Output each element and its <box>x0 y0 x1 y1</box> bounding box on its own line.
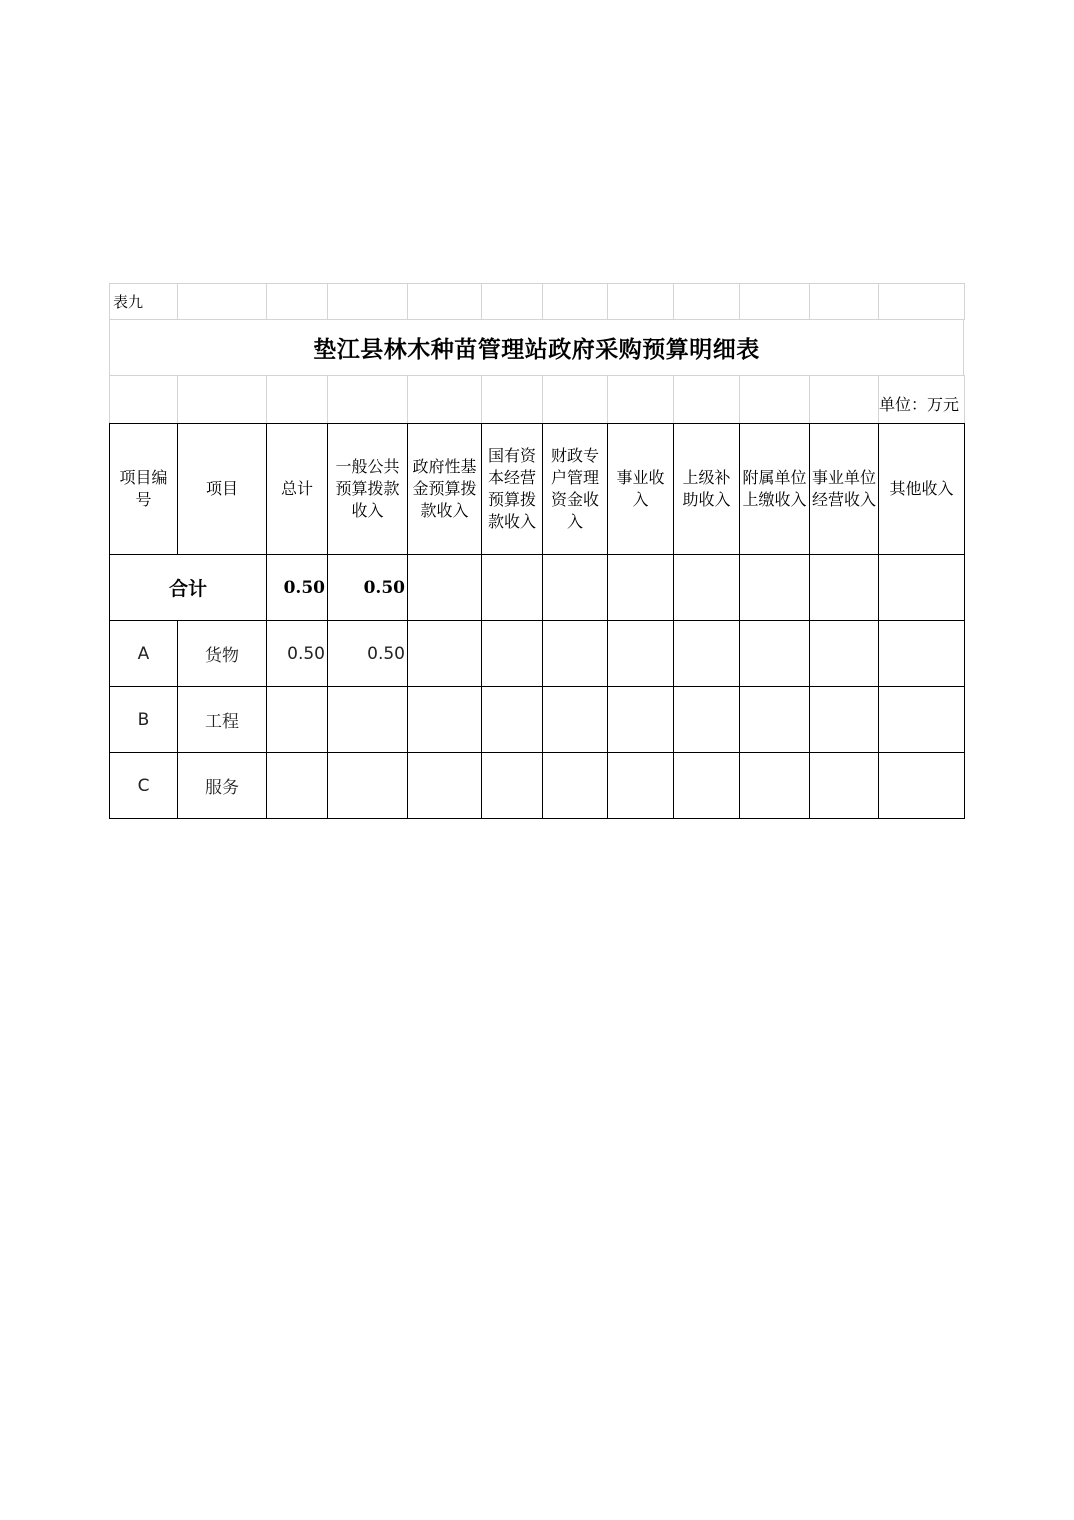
header-row <box>110 424 965 555</box>
row-general-budget: 0.50 <box>328 621 408 687</box>
unit-row <box>109 375 965 424</box>
header-other-income: 其他收入 <box>879 424 965 555</box>
header-gov-fund: 政府性基金预算拨款收入 <box>408 424 482 555</box>
unit-label: 单位：万元 <box>879 376 965 424</box>
row-code: B <box>110 687 178 753</box>
total-label: 合计 <box>110 555 267 621</box>
row-general-budget <box>328 687 408 753</box>
row-total <box>267 687 328 753</box>
title-row <box>109 319 964 376</box>
doc-label: 表九 <box>110 284 178 320</box>
row-item: 货物 <box>178 621 267 687</box>
total-row <box>110 555 965 621</box>
budget-sheet <box>109 283 964 823</box>
header-superior-subsidy: 上级补助收入 <box>674 424 740 555</box>
row-total <box>267 753 328 819</box>
row-code: A <box>110 621 178 687</box>
header-code: 项目编号 <box>110 424 178 555</box>
table-row <box>110 753 965 819</box>
header-business-income: 事业收入 <box>608 424 674 555</box>
total-general-budget: 0.50 <box>328 555 408 621</box>
header-affiliate-income: 附属单位上缴收入 <box>740 424 810 555</box>
budget-table <box>109 423 965 819</box>
row-code: C <box>110 753 178 819</box>
row-general-budget <box>328 753 408 819</box>
header-total: 总计 <box>267 424 328 555</box>
header-item: 项目 <box>178 424 267 555</box>
header-state-capital: 国有资本经营预算拨款收入 <box>482 424 543 555</box>
header-operating-income: 事业单位经营收入 <box>810 424 879 555</box>
label-row <box>109 283 965 320</box>
page-title: 垫江县林木种苗管理站政府采购预算明细表 <box>110 320 964 376</box>
row-item: 工程 <box>178 687 267 753</box>
total-total: 0.50 <box>267 555 328 621</box>
table-row <box>110 621 965 687</box>
row-item: 服务 <box>178 753 267 819</box>
row-total: 0.50 <box>267 621 328 687</box>
header-general-budget: 一般公共预算拨款收入 <box>328 424 408 555</box>
header-special-account: 财政专户管理资金收入 <box>543 424 608 555</box>
table-row <box>110 687 965 753</box>
